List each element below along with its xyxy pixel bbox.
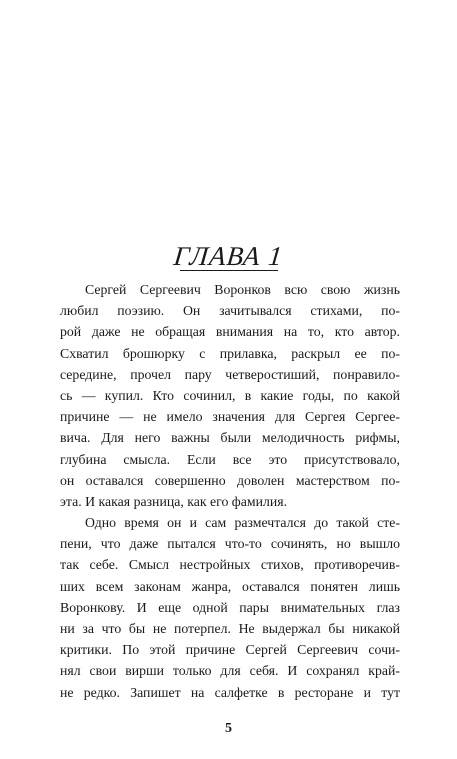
paragraph-2 [60,512,400,703]
chapter-title: ГЛАВА 1 [172,241,285,271]
text-line: Одно время он и сам размечтался до такой сте- [85,515,400,531]
chapter-heading [0,236,457,271]
text-line: он оставался совершенно доволен мастерством по- [60,472,400,488]
text-line: сь — купил. Кто сочинил, в какие годы, по какой [60,387,400,403]
text-line: пени, что даже пытался что-то сочинять, но вышло [60,536,400,552]
text-line: глубина смысла. Если все это присутствовало, [60,451,400,467]
paragraph-1 [60,279,400,512]
text-line: причине — не имело значения для Сергея Сергее- [60,409,400,425]
text-line: любил поэзию. Он зачитывался стихами, по- [60,303,400,319]
text-line: вича. Для него важны были мелодичность рифмы, [60,430,400,446]
text-line: так себе. Смысл нестройных стихов, противоречив- [60,557,400,573]
text-line: Воронкову. И еще одной пары внимательных глаз [60,599,400,615]
text-line: ни за что бы не потерпел. Не выдержал бы никакой [60,621,400,636]
text-line: нял свои вирши только для себя. И сохранял край- [60,663,400,679]
text-line: Схватил брошюрку с прилавка, раскрыл ее по- [60,345,400,361]
text-line: середине, прочел пару четверостиший, понравило- [60,366,400,382]
text-line: рой даже не обращая внимания на то, кто автор. [60,324,400,340]
body-text [60,279,400,703]
text-line: ших всем законам жанра, оставался понятен лишь [60,578,400,594]
text-line: эта. И какая разница, как его фамилия. [60,493,288,509]
text-line: критики. По этой причине Сергей Сергеевич сочи- [60,642,400,658]
text-line: Сергей Сергеевич Воронков всю свою жизнь [85,282,400,297]
text-line: не редко. Запишет на салфетке в ресторане и тут [60,684,400,700]
page-number: 5 [225,721,232,736]
